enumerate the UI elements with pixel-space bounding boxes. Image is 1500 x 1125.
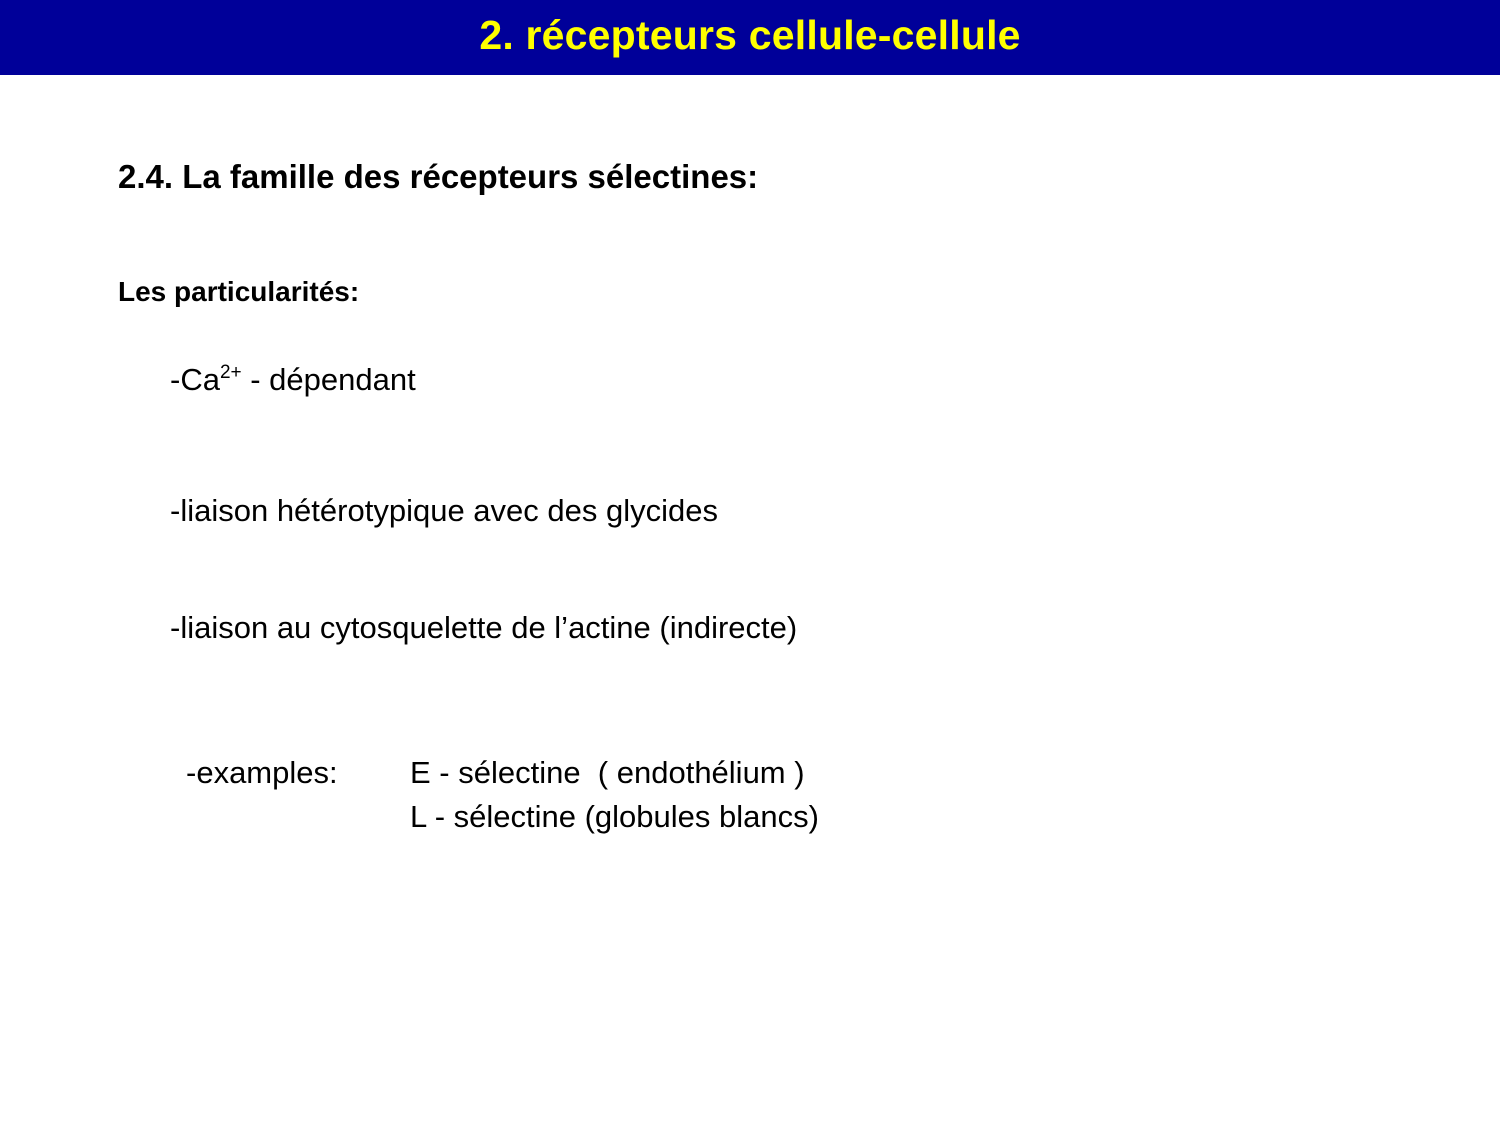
slide-title: 2. récepteurs cellule-cellule [479,12,1021,58]
examples-label: -examples: [186,755,338,790]
example-item-e-selectin: E - sélectine ( endothélium ) [410,755,805,790]
bullet-prefix: -Ca [170,362,220,397]
bullet-actin-binding: -liaison au cytosquelette de l’actine (indirecte) [170,610,798,645]
bullet-calcium-dependent [170,362,416,398]
bullet-heterotypic-binding: -liaison hétérotypique avec des glycides [170,493,718,528]
bullet-suffix: - dépendant [241,362,416,397]
sub-heading: Les particularités: [118,276,360,307]
example-item-l-selectin: L - sélectine (globules blancs) [410,799,819,834]
section-heading: 2.4. La famille des récepteurs sélectines: [118,158,759,195]
title-bar [0,0,1500,75]
ion-charge-superscript: 2+ [219,362,242,383]
